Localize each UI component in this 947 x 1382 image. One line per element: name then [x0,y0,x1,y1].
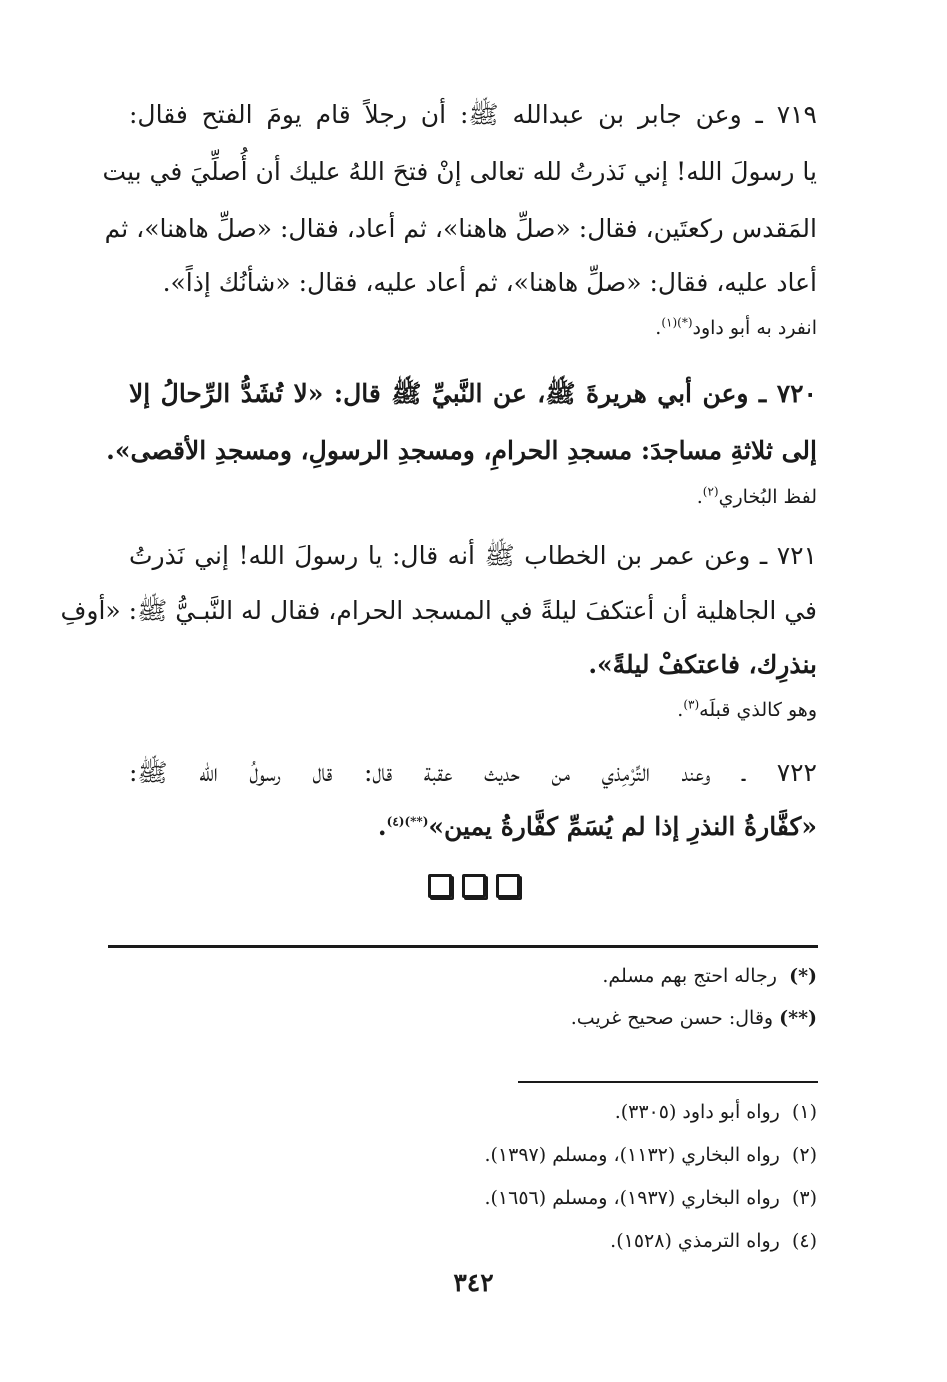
hadith-721-footnote-ref: (٣) [683,697,700,712]
hadith-722-footnote-ref: (**)(٤) [386,814,429,829]
hadith-719-source-end: . [655,317,662,339]
note-star-2-marker: (**) [779,1007,817,1029]
footnote-2-text: رواه البخاري (١١٣٢)، ومسلم (١٣٩٧). [484,1144,780,1166]
hadith-720-line-1: ٧٢٠ ـ وعن أبي هريرةَ ﷺ، عن النَّبيِّ ﷺ قال: «لا تُشَدُّ الرِّحالُ إلا [129,379,817,408]
hadith-722-end: . [377,812,387,841]
hadith-719-line-3: المَقدس ركعتَين، فقال: «صلِّ هاهنا»، ثم أعاد، فقال: «صلِّ هاهنا»، ثم [104,214,817,243]
footnote-1-number: (١) [791,1101,817,1123]
footnote-1 [129,1098,817,1126]
hadith-719-line-2: يا رسولَ الله! إني نَذرتُ لله تعالى إنْ فتحَ اللهُ عليك أن أُصلِّيَ في بيت [102,157,817,186]
footnote-2-number: (٢) [791,1144,817,1166]
hadith-721-line-3: بنذرِك، فاعتكفْ ليلةً». [588,650,817,679]
hadith-719-source-text: انفرد به أبو داود [692,317,817,339]
footnote-4 [129,1227,817,1255]
note-star-1 [129,962,817,990]
page-number: ٣٤٢ [453,1268,494,1297]
hadith-720-source-end: . [696,486,703,508]
hadith-722-line-1: ٧٢٢ ـ وعند التِّرْمِذي من حديث عقبة قال: قال رسولُ الله ﷺ: [129,758,817,787]
hadith-721-source-end: . [677,699,684,721]
section-separator [0,874,947,902]
notes-divider [108,945,818,948]
hadith-720-source [129,483,817,511]
hadith-721-line-1: ٧٢١ ـ وعن عمر بن الخطاب ﷺ أنه قال: يا رسولَ الله! إني نَذرتُ [129,541,817,570]
hadith-722-quote: «كفَّارةُ النذرِ إذا لم يُسَمِّ كفَّارةُ يمين» [428,812,817,841]
footnote-2 [129,1141,817,1169]
hadith-720-footnote-ref: (٢) [702,484,719,499]
hadith-721-source-text: وهو كالذي قبلَه [699,699,817,721]
hadith-722-line-2 [129,810,817,844]
hadith-721-line-2: في الجاهلية أن أعتكفَ ليلةً في المسجد الحرام، فقال له النَّبـيُّ ﷺ: «أوفِ [60,596,817,625]
hadith-720-source-text: لفظ البُخاري [718,486,817,508]
hadith-719-line-1: ٧١٩ ـ وعن جابر بن عبدالله ﷺ: أن رجلاً قام يومَ الفتح فقال: [129,100,817,129]
footnote-3-text: رواه البخاري (١٩٣٧)، ومسلم (١٦٥٦). [484,1187,780,1209]
footnote-3 [129,1184,817,1212]
hadith-719-footnote-ref: (*)(١) [661,315,693,330]
note-star-1-marker: (*) [789,965,817,987]
hadith-719-source [129,314,817,342]
note-star-2-text: وقال: حسن صحيح غريب. [570,1007,774,1029]
footnote-4-text: رواه الترمذي (١٥٢٨). [610,1230,780,1252]
hadith-720-line-2: إلى ثلاثةِ مساجدَ: مسجدِ الحرامِ، ومسجدِ الرسولِ، ومسجدِ الأقصى». [106,436,817,465]
separator-box-icon [428,874,452,898]
separator-box-icon [496,874,520,898]
footnote-4-number: (٤) [791,1230,817,1252]
note-star-1-text: رجاله احتج بهم مسلم. [602,965,777,987]
hadith-719-line-4: أعاد عليه، فقال: «صلِّ هاهنا»، ثم أعاد عليه، فقال: «شأنُك إذاً». [162,268,817,297]
note-star-2 [129,1004,817,1032]
footnote-1-text: رواه أبو داود (٣٣٠٥). [614,1101,780,1123]
hadith-721-source [129,696,817,724]
footnote-3-number: (٣) [791,1187,817,1209]
separator-box-icon [462,874,486,898]
footnotes-divider [518,1081,818,1083]
